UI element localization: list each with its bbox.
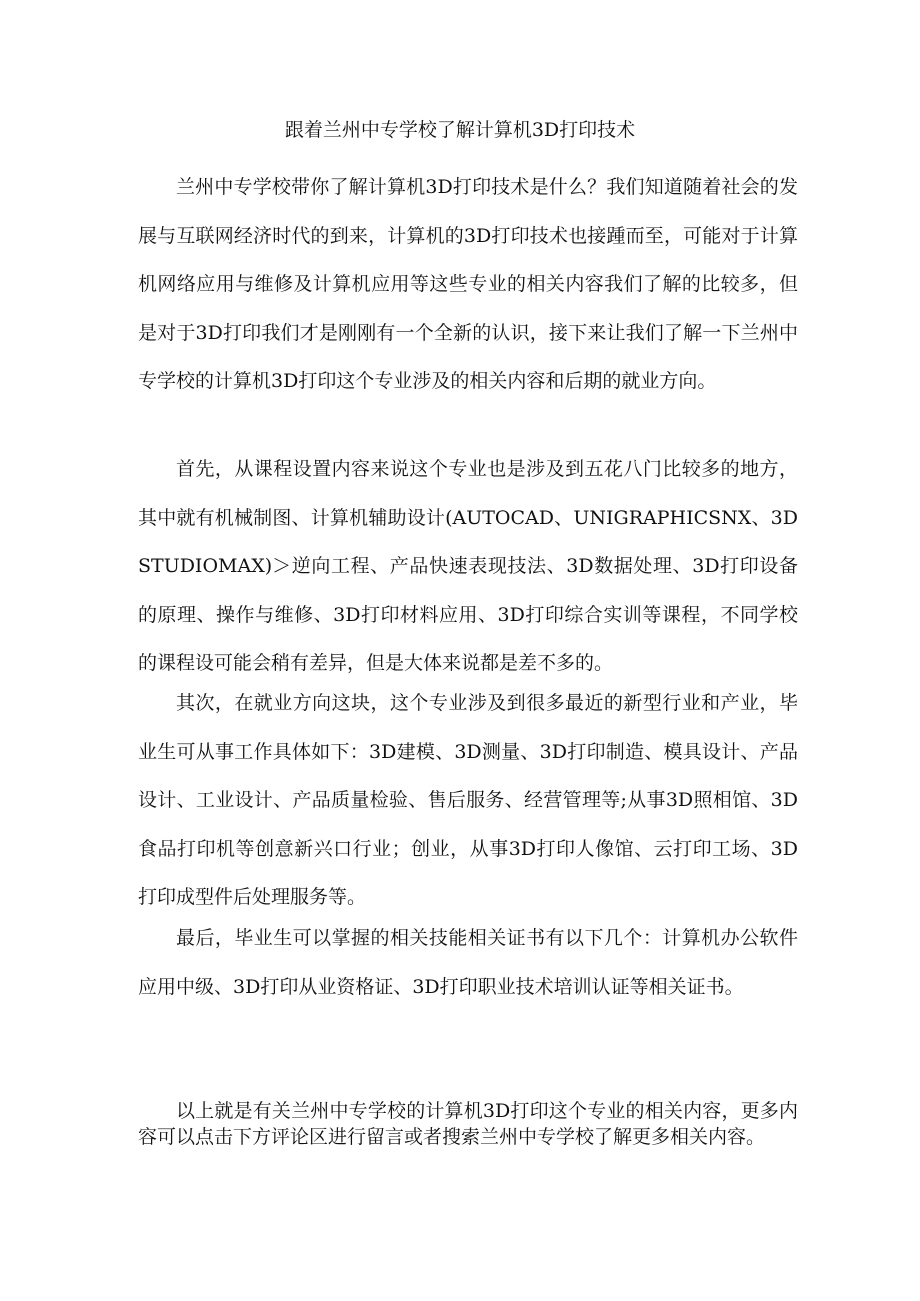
paragraph-certificates: 最后，毕业生可以掌握的相关技能相关证书有以下几个：计算机办公软件应用中级、3D打印从业资格证、3D打印职业技术培训认证等相关证书。	[138, 927, 798, 998]
paragraph-conclusion: 以上就是有关兰州中专学校的计算机3D打印这个专业的相关内容，更多内容可以点击下方评论区进行留言或者搜索兰州中专学校了解更多相关内容。	[138, 1100, 798, 1148]
paragraph-intro: 兰州中专学校带你了解计算机3D打印技术是什么？我们知道随着社会的发展与互联网经济时代的到来，计算机的3D打印技术也接踵而至，可能对于计算机网络应用与维修及计算机应用等这些专业的相关内容我们了解的比较多，但是对于3D打印我们才是刚刚有一个全新的认识，接下来让我们了解一下兰州中专学校的计算机3D打印这个专业涉及的相关内容和后期的就业方向。	[138, 176, 798, 392]
paragraph-employment: 其次，在就业方向这块，这个专业涉及到很多最近的新型行业和产业，毕业生可从事工作具体如下：3D建模、3D测量、3D打印制造、模具设计、产品设计、工业设计、产品质量检验、售后服务、经营管理等;从事3D照相馆、3D食品打印机等创意新兴口行业；创业，从事3D打印人像馆、云打印工场、3D打印成型件后处理服务等。	[138, 692, 798, 908]
document-title: 跟着兰州中专学校了解计算机3D打印技术	[284, 119, 636, 141]
paragraph-courses: 首先，从课程设置内容来说这个专业也是涉及到五花八门比较多的地方，其中就有机械制图、计算机辅助设计(AUTOCAD、UNIGRAPHICSNX、3DSTUDIOMAX)＞逆向工程、产品快速表现技法、3D数据处理、3D打印设备的原理、操作与维修、3D打印材料应用、3D打印综合实训等课程，不同学校的课程设可能会稍有差异，但是大体来说都是差不多的。	[138, 458, 798, 674]
